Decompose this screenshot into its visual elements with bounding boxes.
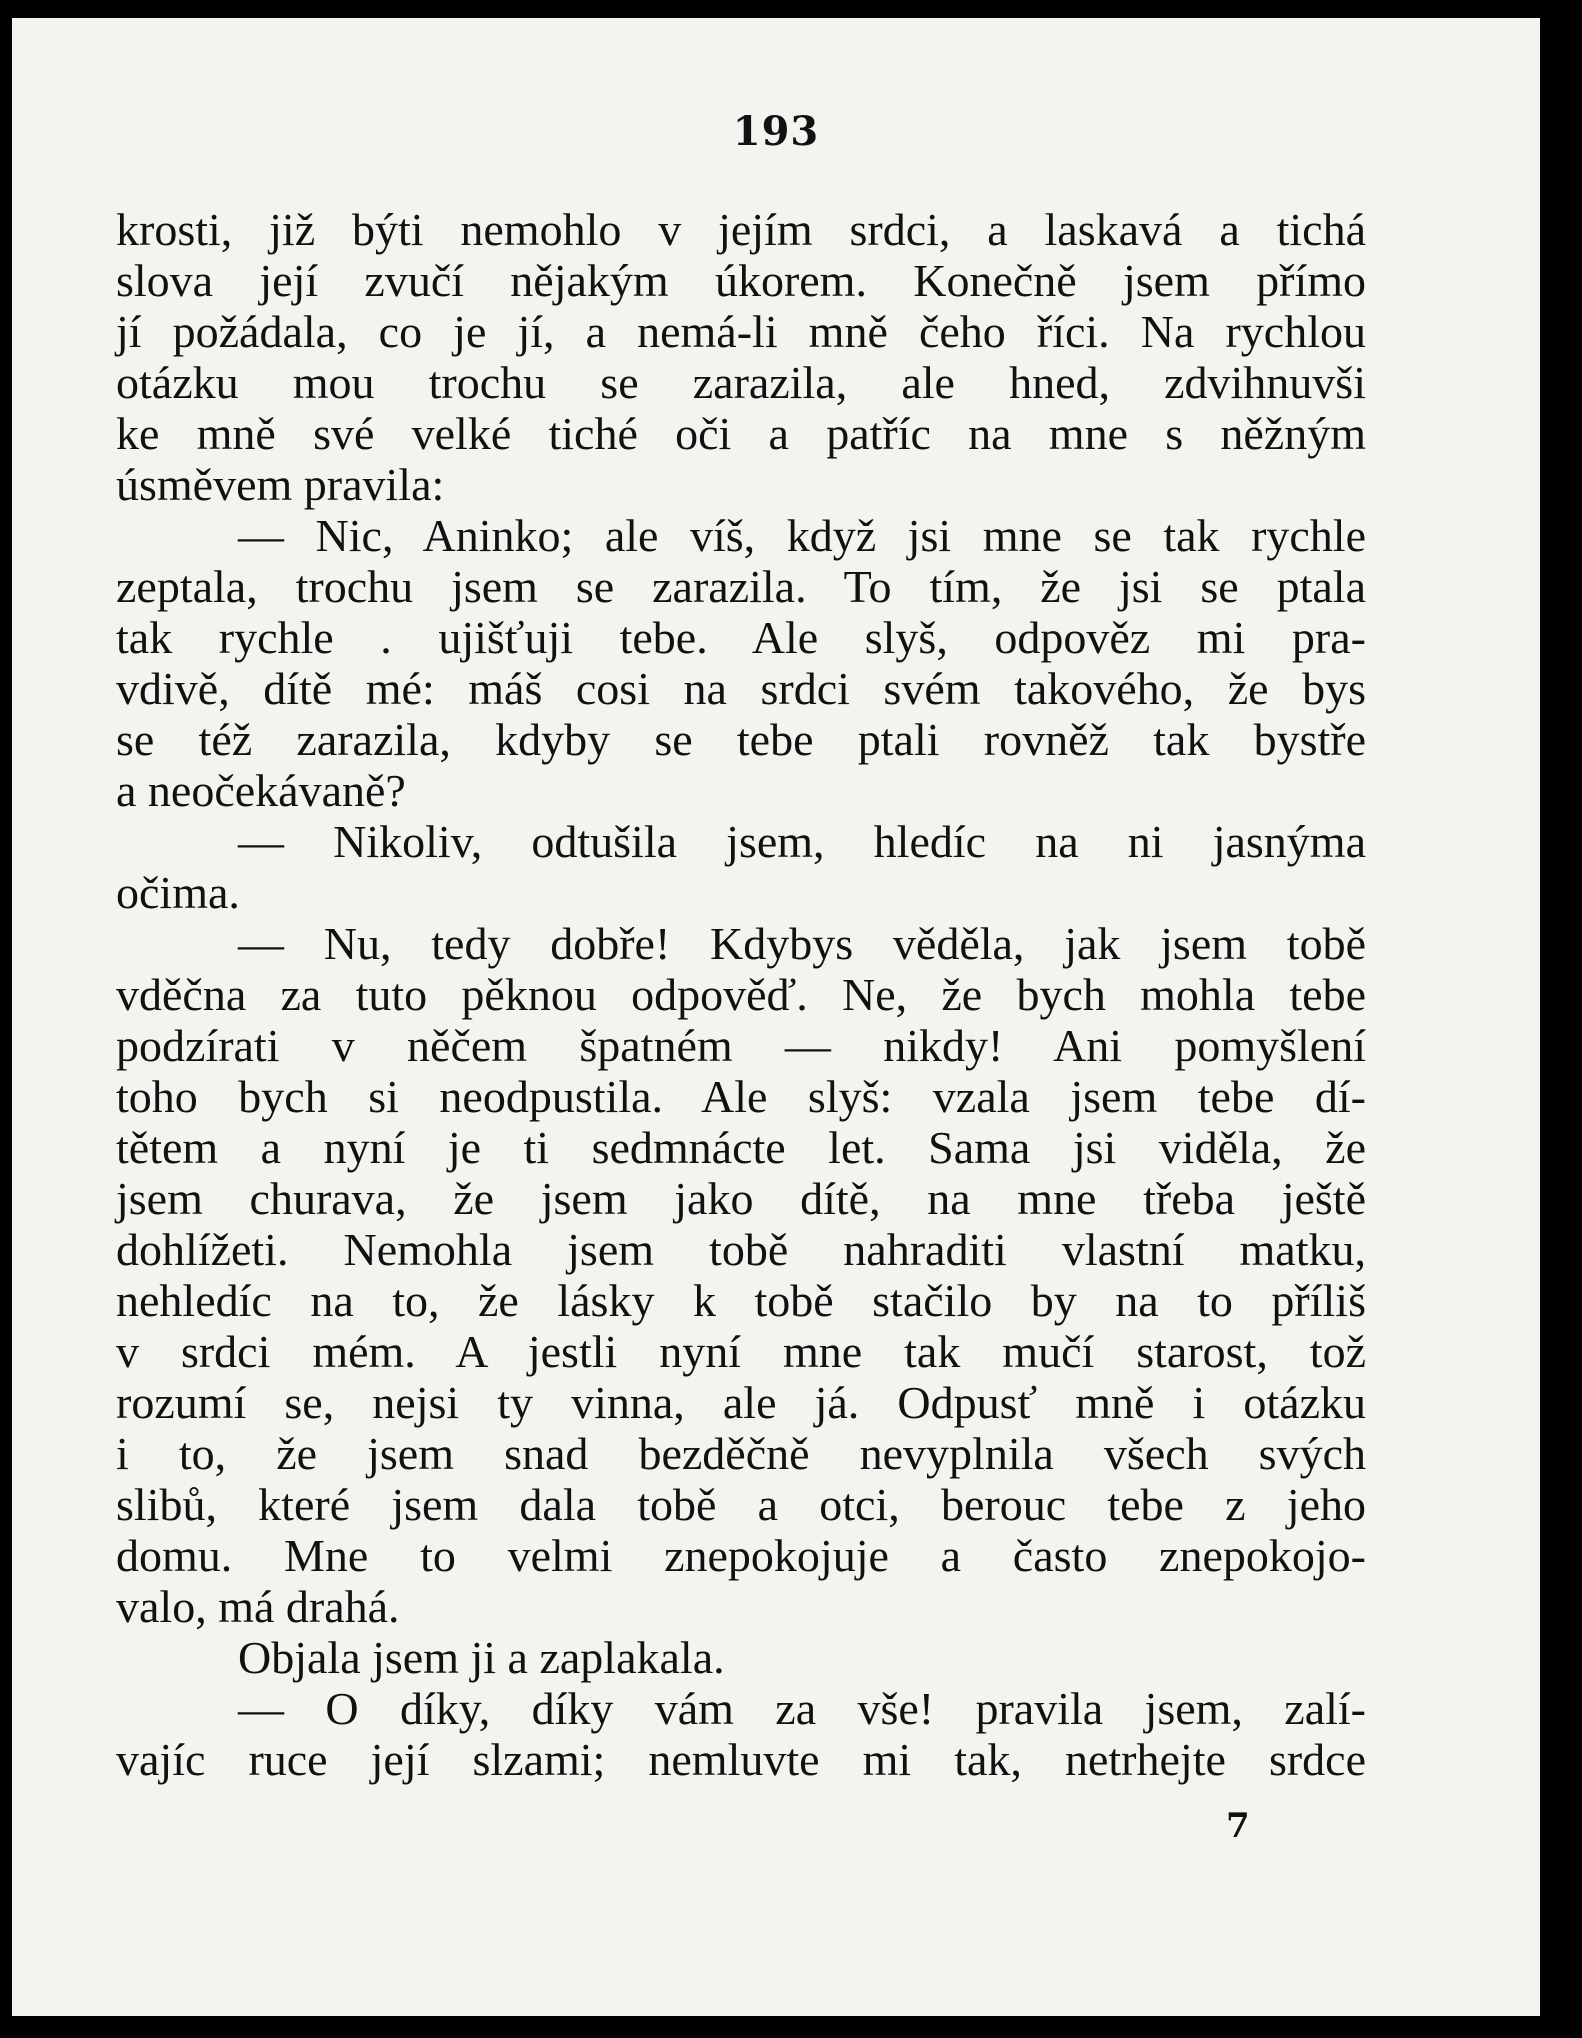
text-line: jsem churava, že jsem jako dítě, na mne třeba ještě [116,1173,1366,1224]
text-line: úsměvem pravila: [116,459,445,510]
text-line: tětem a nyní je ti sedmnácte let. Sama jsi viděla, že [116,1122,1366,1173]
text-line: v srdci mém. A jestli nyní mne tak mučí starost, tož [116,1326,1366,1377]
text-line: vděčna za tuto pěknou odpověď. Ne, že bych mohla tebe [116,969,1366,1020]
text-line: vdivě, dítě mé: máš cosi na srdci svém takového, že bys [116,663,1366,714]
text-line: slibů, které jsem dala tobě a otci, berouc tebe z jeho [116,1479,1366,1530]
text-line: dohlížeti. Nemohla jsem tobě nahraditi vlastní matku, [116,1224,1366,1275]
text-line: zeptala, trochu jsem se zarazila. To tím, že jsi se ptala [116,561,1366,612]
text-line: tak rychle . ujišťuji tebe. Ale slyš, odpověz mi pra- [116,612,1366,663]
text-line: nehledíc na to, že lásky k tobě stačilo by na to příliš [116,1275,1366,1326]
text-line: Objala jsem ji a zaplakala. [238,1632,725,1683]
text-line: krosti, již býti nemohlo v jejím srdci, a laskavá a tichá [116,204,1366,255]
text-line: — O díky, díky vám za vše! pravila jsem, zalí- [238,1683,1366,1734]
text-line: ke mně své velké tiché oči a patříc na mne s něžným [116,408,1366,459]
text-line: a neočekávaně? [116,765,406,816]
text-line: domu. Mne to velmi znepokojuje a často znepokojo- [116,1530,1366,1581]
text-line: i to, že jsem snad bezděčně nevyplnila všech svých [116,1428,1366,1479]
page-number: 193 [732,108,820,155]
text-line: valo, má drahá. [116,1581,400,1632]
book-page [12,18,1540,2016]
text-line: vajíc ruce její slzami; nemluvte mi tak, netrhejte srdce [116,1734,1366,1785]
body-text [116,204,1366,1785]
text-line: podzírati v něčem špatném — nikdy! Ani pomyšlení [116,1020,1366,1071]
text-line: — Nu, tedy dobře! Kdybys věděla, jak jsem tobě [238,918,1366,969]
text-line: jí požádala, co je jí, a nemá-li mně čeho říci. Na rychlou [116,306,1366,357]
text-line: otázku mou trochu se zarazila, ale hned, zdvihnuvši [116,357,1366,408]
text-line: — Nikoliv, odtušila jsem, hledíc na ni jasnýma [238,816,1366,867]
text-line: toho bych si neodpustila. Ale slyš: vzala jsem tebe dí- [116,1071,1366,1122]
signature-mark: 7 [1226,1806,1250,1846]
text-line: se též zarazila, kdyby se tebe ptali rovněž tak bystře [116,714,1366,765]
text-line: očima. [116,867,240,918]
text-line: slova její zvučí nějakým úkorem. Konečně jsem přímo [116,255,1366,306]
text-line: rozumí se, nejsi ty vinna, ale já. Odpusť mně i otázku [116,1377,1366,1428]
text-line: — Nic, Aninko; ale víš, když jsi mne se tak rychle [238,510,1366,561]
